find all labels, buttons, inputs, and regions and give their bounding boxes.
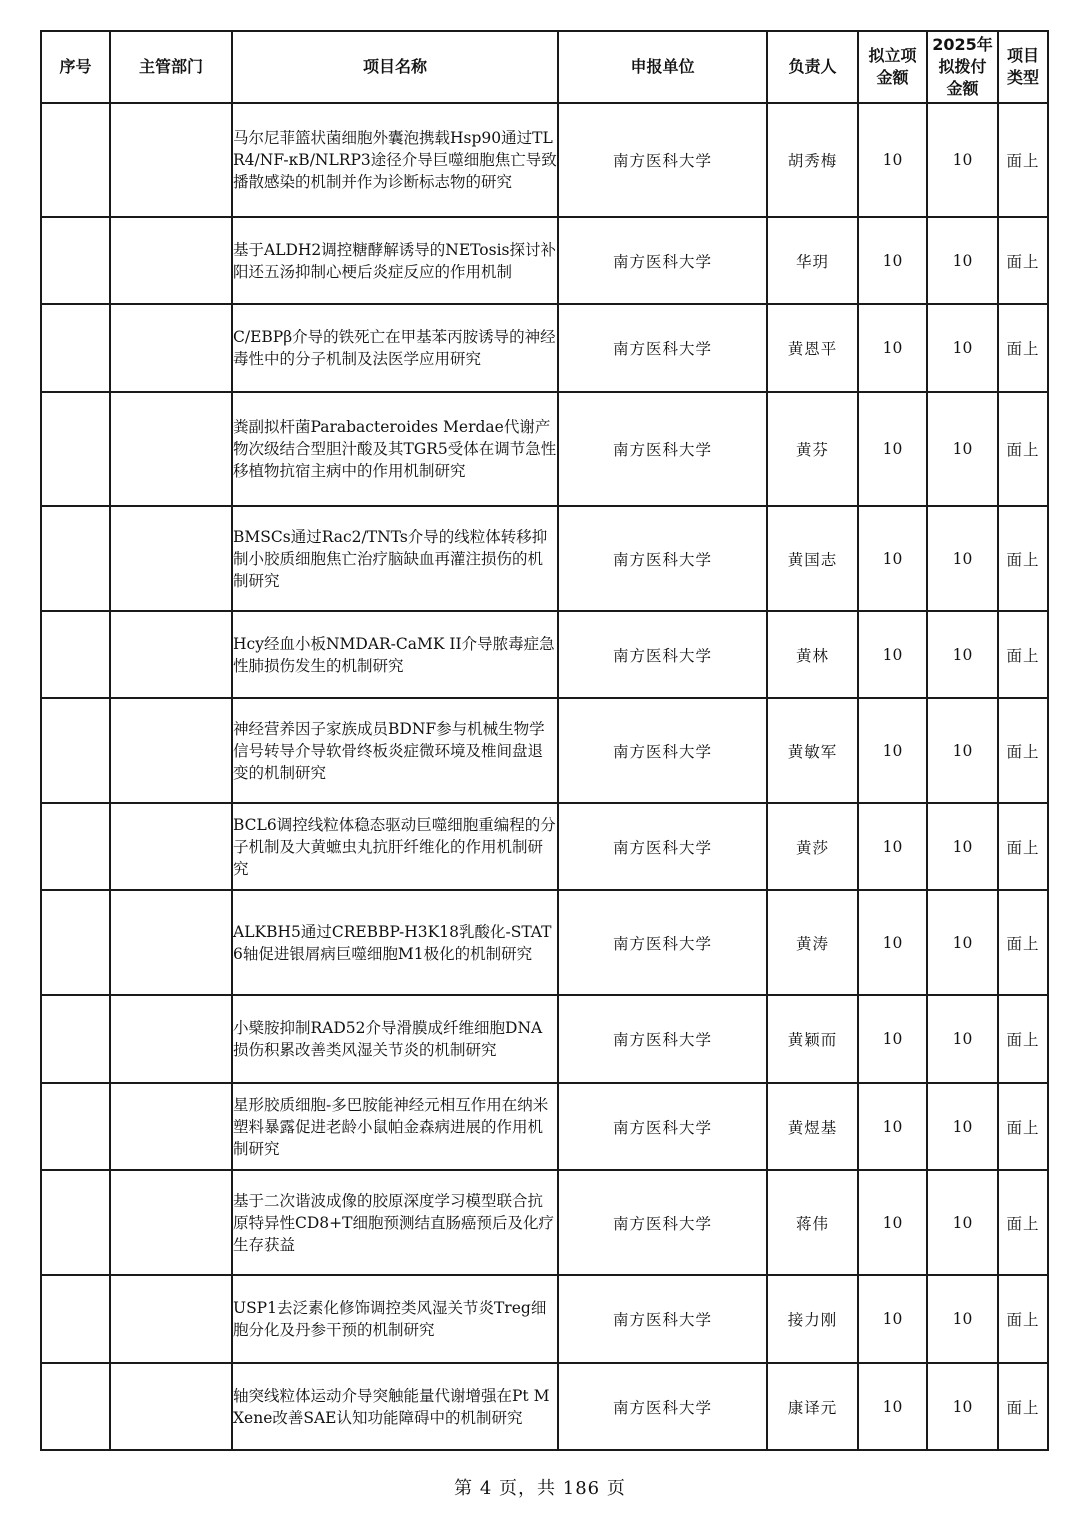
- cell-seq: [41, 890, 110, 995]
- cell-leader: 黄颖而: [767, 995, 858, 1083]
- cell-seq: [41, 1275, 110, 1363]
- cell-unit: 南方医科大学: [558, 1083, 767, 1170]
- cell-leader: 黄莎: [767, 803, 858, 890]
- cell-pay: 10: [927, 1083, 998, 1170]
- cell-type: 面上: [998, 890, 1048, 995]
- cell-project-name: BCL6调控线粒体稳态驱动巨噬细胞重编程的分子机制及大黄蟅虫丸抗肝纤维化的作用机制研究: [232, 803, 558, 890]
- cell-type: 面上: [998, 304, 1048, 392]
- cell-unit: 南方医科大学: [558, 1170, 767, 1275]
- table-row: [41, 1170, 1048, 1275]
- cell-leader: 黄煜基: [767, 1083, 858, 1170]
- cell-amount: 10: [858, 1170, 927, 1275]
- cell-type: 面上: [998, 103, 1048, 217]
- cell-project-name: 轴突线粒体运动介导突触能量代谢增强在Pt MXene改善SAE认知功能障碍中的机制研究: [232, 1363, 558, 1450]
- cell-type: 面上: [998, 1170, 1048, 1275]
- cell-leader: 黄恩平: [767, 304, 858, 392]
- cell-unit: 南方医科大学: [558, 995, 767, 1083]
- cell-pay: 10: [927, 217, 998, 304]
- table-row: [41, 698, 1048, 803]
- cell-pay: 10: [927, 1363, 998, 1450]
- cell-leader: 黄芬: [767, 392, 858, 506]
- cell-amount: 10: [858, 890, 927, 995]
- cell-leader: 蒋伟: [767, 1170, 858, 1275]
- cell-leader: 黄涛: [767, 890, 858, 995]
- table-row: [41, 217, 1048, 304]
- cell-dept: [110, 1275, 232, 1363]
- project-table: [40, 30, 1049, 1451]
- cell-pay: 10: [927, 392, 998, 506]
- header-unit: 申报单位: [558, 31, 767, 103]
- cell-pay: 10: [927, 506, 998, 611]
- cell-amount: 10: [858, 304, 927, 392]
- cell-seq: [41, 103, 110, 217]
- cell-amount: 10: [858, 217, 927, 304]
- cell-amount: 10: [858, 698, 927, 803]
- cell-seq: [41, 506, 110, 611]
- cell-unit: 南方医科大学: [558, 103, 767, 217]
- cell-leader: 黄国志: [767, 506, 858, 611]
- cell-seq: [41, 304, 110, 392]
- cell-leader: 康译元: [767, 1363, 858, 1450]
- cell-pay: 10: [927, 698, 998, 803]
- cell-project-name: 基于ALDH2调控糖酵解诱导的NETosis探讨补阳还五汤抑制心梗后炎症反应的作用机制: [232, 217, 558, 304]
- cell-project-name: Hcy经血小板NMDAR-CaMK II介导脓毒症急性肺损伤发生的机制研究: [232, 611, 558, 698]
- cell-dept: [110, 1083, 232, 1170]
- cell-dept: [110, 1363, 232, 1450]
- cell-leader: 黄敏军: [767, 698, 858, 803]
- cell-project-name: 基于二次谐波成像的胶原深度学习模型联合抗原特异性CD8+T细胞预测结直肠癌预后及化疗生存获益: [232, 1170, 558, 1275]
- cell-dept: [110, 1170, 232, 1275]
- cell-project-name: 粪副拟杆菌Parabacteroides Merdae代谢产物次级结合型胆汁酸及其TGR5受体在调节急性移植物抗宿主病中的作用机制研究: [232, 392, 558, 506]
- table-row: [41, 803, 1048, 890]
- cell-type: 面上: [998, 611, 1048, 698]
- cell-dept: [110, 103, 232, 217]
- cell-pay: 10: [927, 1275, 998, 1363]
- cell-amount: 10: [858, 611, 927, 698]
- cell-pay: 10: [927, 890, 998, 995]
- cell-project-name: ALKBH5通过CREBBP-H3K18乳酸化-STAT6轴促进银屑病巨噬细胞M1极化的机制研究: [232, 890, 558, 995]
- header-dept: 主管部门: [110, 31, 232, 103]
- cell-dept: [110, 611, 232, 698]
- cell-type: 面上: [998, 995, 1048, 1083]
- cell-amount: 10: [858, 1275, 927, 1363]
- cell-unit: 南方医科大学: [558, 1275, 767, 1363]
- cell-unit: 南方医科大学: [558, 1363, 767, 1450]
- cell-seq: [41, 803, 110, 890]
- cell-seq: [41, 217, 110, 304]
- cell-pay: 10: [927, 803, 998, 890]
- table-row: [41, 611, 1048, 698]
- cell-leader: 接力刚: [767, 1275, 858, 1363]
- cell-unit: 南方医科大学: [558, 803, 767, 890]
- cell-seq: [41, 1083, 110, 1170]
- table-row: [41, 304, 1048, 392]
- cell-seq: [41, 1363, 110, 1450]
- cell-type: 面上: [998, 506, 1048, 611]
- cell-project-name: USP1去泛素化修饰调控类风湿关节炎Treg细胞分化及丹参干预的机制研究: [232, 1275, 558, 1363]
- cell-seq: [41, 995, 110, 1083]
- header-amount: 拟立项 金额: [858, 31, 927, 103]
- cell-type: 面上: [998, 698, 1048, 803]
- cell-type: 面上: [998, 217, 1048, 304]
- cell-unit: 南方医科大学: [558, 611, 767, 698]
- cell-project-name: 小檗胺抑制RAD52介导滑膜成纤维细胞DNA损伤积累改善类风湿关节炎的机制研究: [232, 995, 558, 1083]
- cell-amount: 10: [858, 803, 927, 890]
- table-row: [41, 506, 1048, 611]
- cell-unit: 南方医科大学: [558, 698, 767, 803]
- cell-dept: [110, 995, 232, 1083]
- cell-pay: 10: [927, 103, 998, 217]
- cell-dept: [110, 803, 232, 890]
- cell-amount: 10: [858, 995, 927, 1083]
- cell-pay: 10: [927, 304, 998, 392]
- cell-type: 面上: [998, 803, 1048, 890]
- cell-project-name: C/EBPβ介导的铁死亡在甲基苯丙胺诱导的神经毒性中的分子机制及法医学应用研究: [232, 304, 558, 392]
- cell-leader: 胡秀梅: [767, 103, 858, 217]
- cell-unit: 南方医科大学: [558, 304, 767, 392]
- cell-leader: 黄林: [767, 611, 858, 698]
- cell-project-name: 神经营养因子家族成员BDNF参与机械生物学信号转导介导软骨终板炎症微环境及椎间盘退变的机制研究: [232, 698, 558, 803]
- cell-dept: [110, 890, 232, 995]
- header-pay: 2025年 拟拨付 金额: [927, 31, 998, 103]
- cell-seq: [41, 611, 110, 698]
- header-leader: 负责人: [767, 31, 858, 103]
- table-row: [41, 103, 1048, 217]
- cell-project-name: BMSCs通过Rac2/TNTs介导的线粒体转移抑制小胶质细胞焦亡治疗脑缺血再灌注损伤的机制研究: [232, 506, 558, 611]
- cell-seq: [41, 1170, 110, 1275]
- cell-pay: 10: [927, 611, 998, 698]
- cell-seq: [41, 392, 110, 506]
- cell-amount: 10: [858, 1083, 927, 1170]
- cell-project-name: 星形胶质细胞-多巴胺能神经元相互作用在纳米塑料暴露促进老龄小鼠帕金森病进展的作用机制研究: [232, 1083, 558, 1170]
- page-footer: 第 4 页，共 186 页: [454, 1478, 626, 1499]
- cell-unit: 南方医科大学: [558, 506, 767, 611]
- cell-type: 面上: [998, 1275, 1048, 1363]
- table-row: [41, 995, 1048, 1083]
- cell-pay: 10: [927, 1170, 998, 1275]
- cell-amount: 10: [858, 506, 927, 611]
- cell-type: 面上: [998, 1083, 1048, 1170]
- cell-dept: [110, 304, 232, 392]
- cell-unit: 南方医科大学: [558, 217, 767, 304]
- cell-unit: 南方医科大学: [558, 890, 767, 995]
- cell-unit: 南方医科大学: [558, 392, 767, 506]
- cell-amount: 10: [858, 103, 927, 217]
- cell-dept: [110, 217, 232, 304]
- table-row: [41, 392, 1048, 506]
- header-type: 项目 类型: [998, 31, 1048, 103]
- table-row: [41, 890, 1048, 995]
- cell-amount: 10: [858, 1363, 927, 1450]
- table-row: [41, 1083, 1048, 1170]
- header-row: [41, 31, 1048, 103]
- cell-amount: 10: [858, 392, 927, 506]
- table-row: [41, 1275, 1048, 1363]
- cell-seq: [41, 698, 110, 803]
- cell-type: 面上: [998, 392, 1048, 506]
- cell-pay: 10: [927, 995, 998, 1083]
- cell-leader: 华玥: [767, 217, 858, 304]
- cell-type: 面上: [998, 1363, 1048, 1450]
- cell-dept: [110, 506, 232, 611]
- header-seq: 序号: [41, 31, 110, 103]
- header-name: 项目名称: [232, 31, 558, 103]
- cell-dept: [110, 698, 232, 803]
- cell-dept: [110, 392, 232, 506]
- table-row: [41, 1363, 1048, 1450]
- cell-project-name: 马尔尼菲篮状菌细胞外囊泡携载Hsp90通过TLR4/NF-κB/NLRP3途径介导巨噬细胞焦亡导致播散感染的机制并作为诊断标志物的研究: [232, 103, 558, 217]
